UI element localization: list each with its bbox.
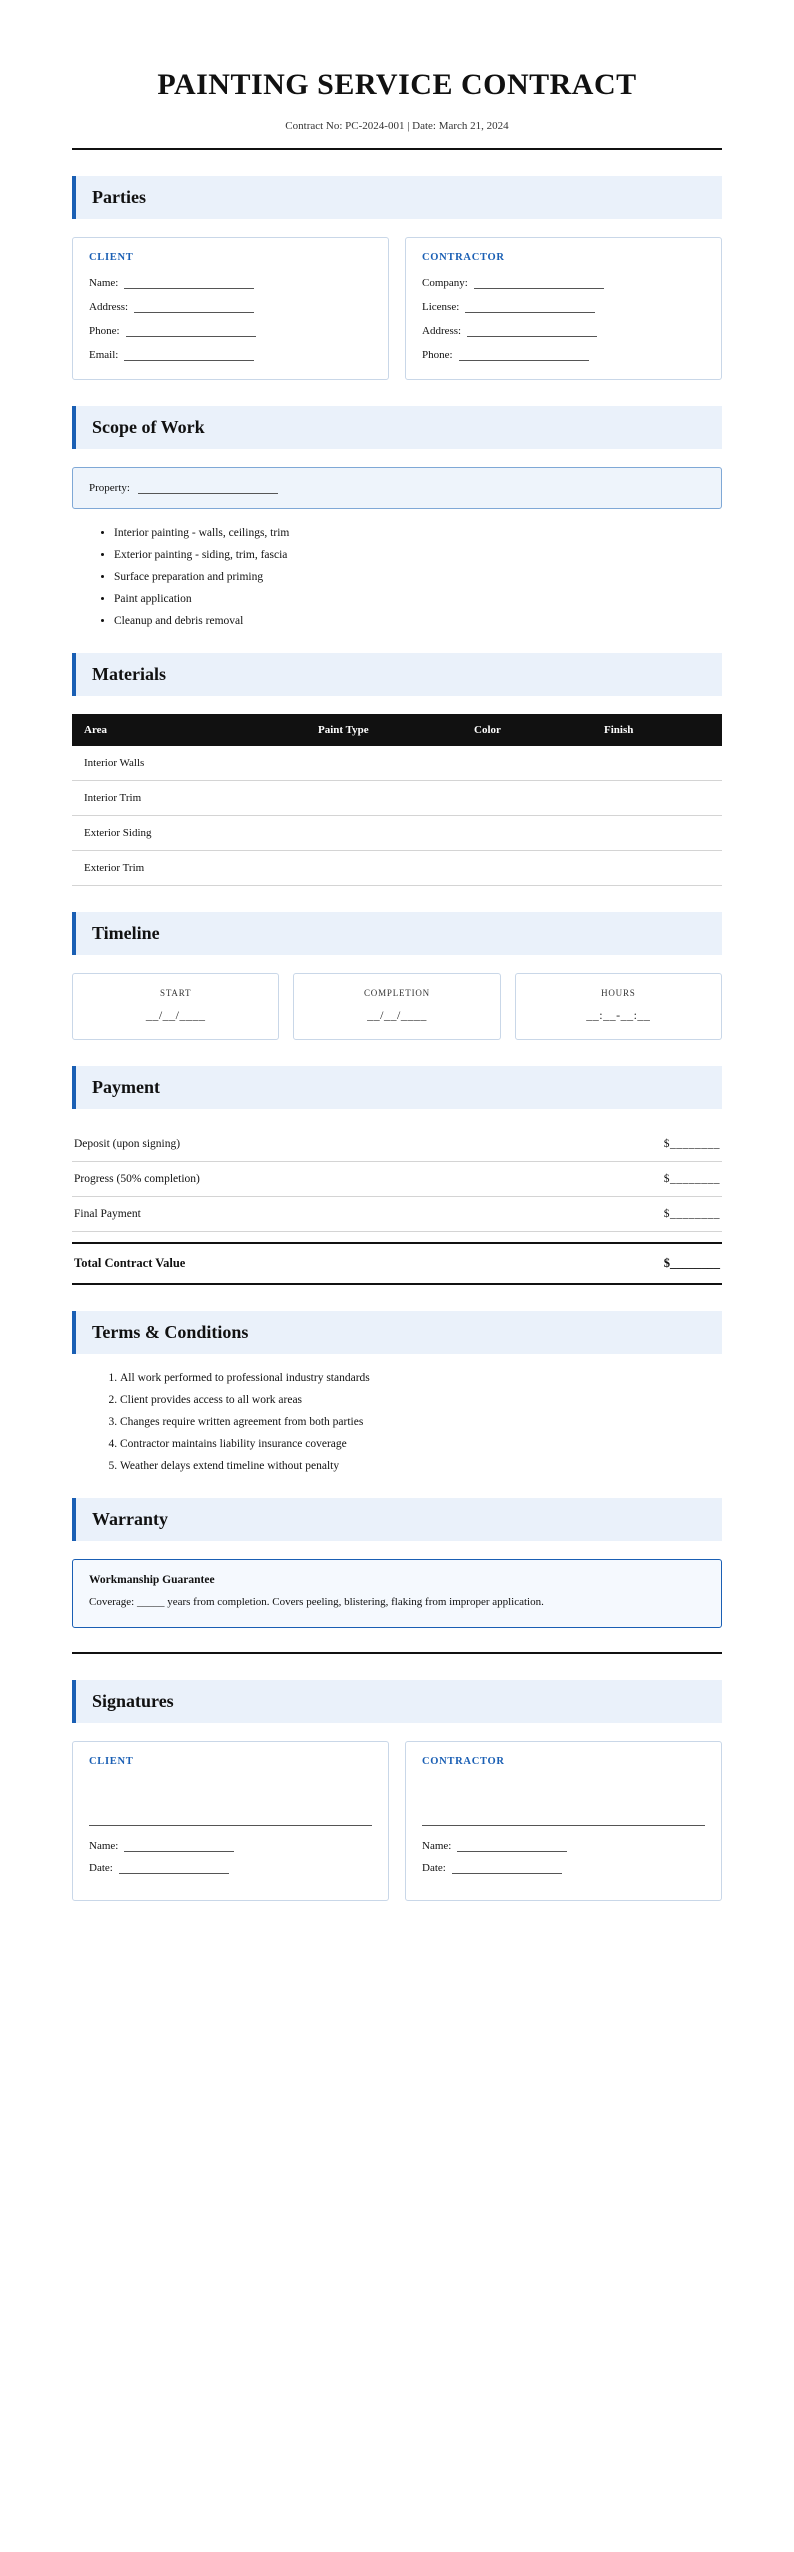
payment-row — [72, 1127, 722, 1162]
client-phone-field[interactable] — [89, 325, 372, 337]
timeline-hours-input[interactable]: __:__-__:__ — [586, 1008, 651, 1022]
client-address-field[interactable] — [89, 301, 372, 313]
client-address-input[interactable] — [134, 301, 254, 313]
warranty-box — [72, 1559, 722, 1628]
section-heading-payment — [72, 1066, 722, 1109]
section-terms-conditions — [72, 1311, 722, 1472]
payment-total-label: Total Contract Value — [74, 1256, 186, 1270]
cell-finish[interactable] — [592, 781, 722, 816]
list-item: • Surface preparation and priming — [114, 571, 722, 583]
cell-color[interactable] — [462, 851, 592, 886]
contractor-company-input[interactable] — [474, 277, 604, 289]
client-email-input[interactable] — [124, 349, 254, 361]
section-parties — [72, 176, 722, 380]
client-card-title: CLIENT — [89, 252, 134, 263]
cell-area: Exterior Siding — [72, 816, 306, 851]
table-row — [72, 746, 722, 781]
section-title: Timeline — [92, 923, 160, 943]
cell-area: Interior Trim — [72, 781, 306, 816]
timeline-start-label: START — [160, 988, 192, 998]
contractor-license-input[interactable] — [465, 301, 595, 313]
page-title: PAINTING SERVICE CONTRACT — [157, 68, 637, 101]
section-title: Payment — [92, 1077, 160, 1097]
payment-row — [72, 1197, 722, 1232]
cell-color[interactable] — [462, 816, 592, 851]
timeline-completion-box[interactable] — [293, 973, 500, 1040]
contractor-signature-date-label: Date: — [422, 1861, 446, 1874]
list-item: • Interior painting - walls, ceilings, trim — [114, 527, 722, 539]
payment-total-input[interactable]: $________ — [663, 1256, 720, 1270]
terms-list — [72, 1372, 722, 1472]
column-header-finish: Finish — [592, 714, 722, 746]
payment-label: Final Payment — [74, 1208, 141, 1220]
section-title: Terms & Conditions — [92, 1322, 249, 1342]
list-item: 2. Client provides access to all work areas — [120, 1394, 722, 1406]
table-row — [72, 816, 722, 851]
client-card — [72, 237, 389, 380]
contractor-card — [405, 237, 722, 380]
section-heading-signatures — [72, 1680, 722, 1723]
warranty-divider — [72, 1652, 722, 1654]
client-signature-name-input[interactable] — [124, 1840, 234, 1852]
client-signature-date-field[interactable] — [89, 1862, 372, 1874]
contractor-signature-line[interactable] — [422, 1825, 705, 1826]
list-item: 4. Contractor maintains liability insurance coverage — [120, 1438, 722, 1450]
contractor-card-title: CONTRACTOR — [422, 252, 505, 263]
section-title: Parties — [92, 187, 146, 207]
section-materials — [72, 653, 722, 886]
property-label: Property: — [89, 482, 130, 494]
client-signature-name-field[interactable] — [89, 1840, 372, 1852]
header-divider — [72, 148, 722, 150]
contractor-signature-card — [405, 1741, 722, 1901]
timeline-completion-input[interactable]: __/__/____ — [367, 1008, 427, 1022]
column-header-area: Area — [72, 714, 306, 746]
client-phone-label: Phone: — [89, 325, 120, 337]
client-phone-input[interactable] — [126, 325, 256, 337]
client-signature-date-input[interactable] — [119, 1862, 229, 1874]
client-signature-name-label: Name: — [89, 1839, 119, 1852]
contractor-address-label: Address: — [422, 325, 462, 337]
section-heading-parties — [72, 176, 722, 219]
client-name-label: Name: — [89, 277, 119, 289]
payment-amount-input[interactable]: $________ — [663, 1173, 720, 1185]
contractor-company-field[interactable] — [422, 277, 705, 289]
contractor-phone-field[interactable] — [422, 349, 705, 361]
column-header-color: Color — [462, 714, 592, 746]
timeline-start-box[interactable] — [72, 973, 279, 1040]
cell-area: Interior Walls — [72, 746, 306, 781]
timeline-hours-box[interactable] — [515, 973, 722, 1040]
section-title: Materials — [92, 664, 166, 684]
warranty-title: Workmanship Guarantee — [89, 1574, 215, 1586]
section-title: Scope of Work — [92, 417, 205, 437]
cell-paint-type[interactable] — [306, 746, 462, 781]
payment-label: Progress (50% completion) — [74, 1173, 200, 1185]
timeline-completion-label: COMPLETION — [363, 988, 430, 998]
payment-row — [72, 1162, 722, 1197]
contractor-signature-date-input[interactable] — [452, 1862, 562, 1874]
payment-amount-input[interactable]: $________ — [663, 1208, 720, 1220]
timeline-hours-label: HOURS — [601, 988, 636, 998]
document-header — [72, 68, 722, 150]
section-timeline — [72, 912, 722, 1040]
parties-cards — [72, 237, 722, 380]
cell-paint-type[interactable] — [306, 851, 462, 886]
materials-table — [72, 714, 722, 886]
contractor-address-field[interactable] — [422, 325, 705, 337]
cell-finish[interactable] — [592, 746, 722, 781]
contractor-phone-label: Phone: — [422, 349, 453, 361]
payment-amount-input[interactable]: $________ — [663, 1138, 720, 1150]
client-signature-card — [72, 1741, 389, 1901]
contractor-signature-date-field[interactable] — [422, 1862, 705, 1874]
contractor-signature-name-field[interactable] — [422, 1840, 705, 1852]
scope-list — [72, 527, 722, 627]
contractor-license-label: License: — [422, 301, 460, 313]
client-name-input[interactable] — [124, 277, 254, 289]
section-heading-terms — [72, 1311, 722, 1354]
contractor-signature-name-input[interactable] — [457, 1840, 567, 1852]
client-name-field[interactable] — [89, 277, 372, 289]
contractor-address-input[interactable] — [467, 325, 597, 337]
table-row — [72, 851, 722, 886]
timeline-boxes — [72, 973, 722, 1040]
contractor-company-label: Company: — [422, 277, 468, 289]
cell-paint-type[interactable] — [306, 816, 462, 851]
timeline-start-input[interactable]: __/__/____ — [145, 1008, 206, 1022]
section-heading-scope — [72, 406, 722, 449]
section-title: Warranty — [92, 1509, 168, 1529]
client-signature-line[interactable] — [89, 1825, 372, 1826]
contractor-signature-name-label: Name: — [422, 1839, 452, 1852]
cell-paint-type[interactable] — [306, 781, 462, 816]
table-row — [72, 781, 722, 816]
contractor-license-field[interactable] — [422, 301, 705, 313]
list-item: 3. Changes require written agreement from both parties — [120, 1416, 722, 1428]
client-email-field[interactable] — [89, 349, 372, 361]
section-warranty — [72, 1498, 722, 1654]
signature-cards — [72, 1741, 722, 1901]
payment-rows — [72, 1127, 722, 1285]
contractor-phone-input[interactable] — [459, 349, 589, 361]
column-header-paint-type: Paint Type — [306, 714, 462, 746]
section-payment — [72, 1066, 722, 1285]
client-email-label: Email: — [89, 349, 119, 361]
client-signature-date-label: Date: — [89, 1861, 113, 1874]
warranty-text: Coverage: _____ years from completion. Covers peeling, blistering, flaking from improper application. — [89, 1596, 544, 1608]
cell-finish[interactable] — [592, 851, 722, 886]
list-item: • Exterior painting - siding, trim, fascia — [114, 549, 722, 561]
payment-total-row — [72, 1242, 722, 1285]
client-signature-title: CLIENT — [89, 1755, 134, 1767]
cell-area: Exterior Trim — [72, 851, 306, 886]
list-item: • Cleanup and debris removal — [114, 615, 722, 627]
section-signatures — [72, 1680, 722, 1901]
cell-color[interactable] — [462, 781, 592, 816]
property-field[interactable] — [72, 467, 722, 509]
client-address-label: Address: — [89, 301, 129, 313]
cell-color[interactable] — [462, 746, 592, 781]
cell-finish[interactable] — [592, 816, 722, 851]
section-heading-materials — [72, 653, 722, 696]
contract-meta: Contract No: PC-2024-001 | Date: March 21, 2024 — [285, 120, 509, 132]
payment-label: Deposit (upon signing) — [74, 1138, 181, 1150]
section-title: Signatures — [92, 1690, 174, 1711]
list-item: • Paint application — [114, 593, 722, 605]
table-header-row — [72, 714, 722, 746]
list-item: 1. All work performed to professional industry standards — [120, 1372, 722, 1384]
section-heading-warranty — [72, 1498, 722, 1541]
list-item: 5. Weather delays extend timeline without penalty — [120, 1460, 722, 1472]
contractor-signature-title: CONTRACTOR — [422, 1755, 505, 1767]
section-scope-of-work — [72, 406, 722, 627]
property-input[interactable] — [138, 482, 278, 494]
section-heading-timeline — [72, 912, 722, 955]
